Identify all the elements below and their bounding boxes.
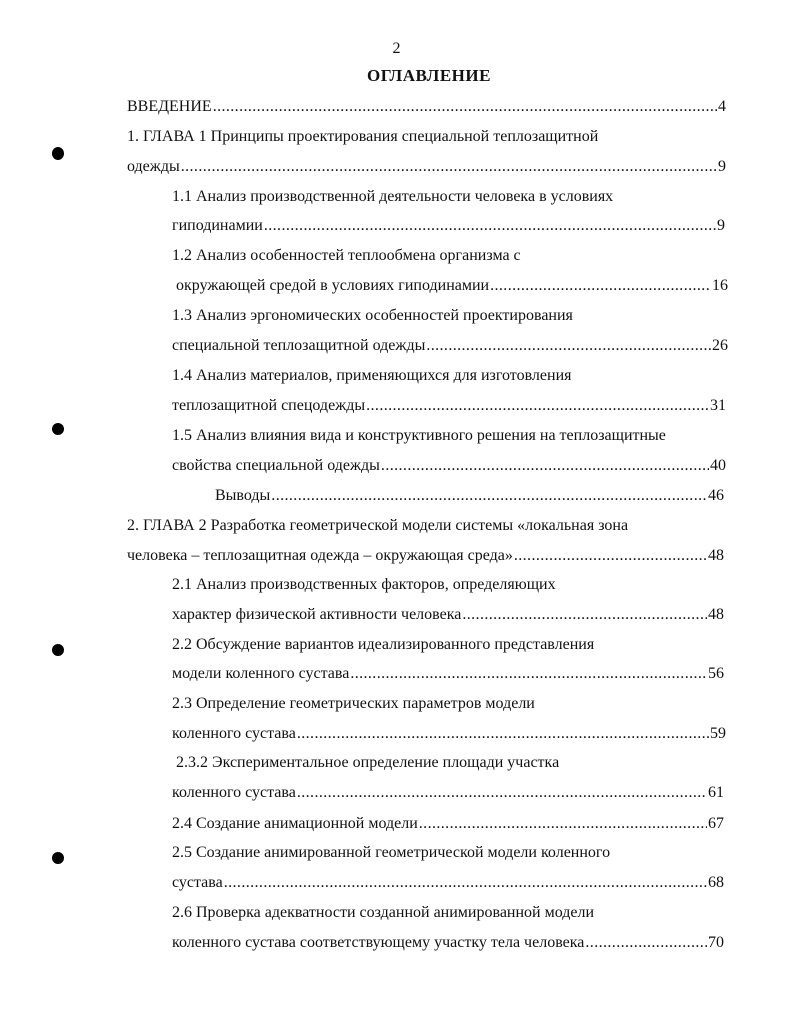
toc-entry-1-3[interactable] <box>172 304 573 328</box>
toc-entry-1-4[interactable] <box>172 364 572 388</box>
toc-entry-text: характер физической активности человека <box>172 606 462 623</box>
toc-entry-text: гиподинамии <box>172 217 263 234</box>
toc-page-number: 9 <box>717 217 725 234</box>
toc-page-number: 68 <box>708 874 724 891</box>
leader-dots <box>585 931 707 955</box>
toc-page-number: 61 <box>708 784 724 801</box>
toc-entry-text: 1.1 Анализ производственной деятельности человека в условиях <box>172 188 614 205</box>
leader-dots <box>381 454 709 478</box>
toc-entry-text: человека – теплозащитная одежда – окружающая среда» <box>127 547 513 564</box>
toc-entry-2-4[interactable] <box>172 812 724 836</box>
toc-page-number: 9 <box>718 158 726 175</box>
toc-entry-text: 2.1 Анализ производственных факторов, определяющих <box>172 576 556 593</box>
toc-page-number: 4 <box>718 98 726 115</box>
toc-entry-text: коленного сустава <box>172 725 296 742</box>
toc-entry-1-4-cont[interactable] <box>172 394 726 418</box>
toc-entry-chapter-1[interactable] <box>127 125 598 149</box>
toc-entry-text: 2.5 Создание анимированной геометрической модели коленного <box>172 844 611 861</box>
leader-dots <box>462 603 707 627</box>
toc-entry-conclusions-1[interactable] <box>215 484 724 508</box>
toc-entry-text: ВВЕДЕНИЕ <box>127 98 212 115</box>
leader-dots <box>514 544 707 568</box>
toc-entry-2-6-cont[interactable] <box>172 931 724 955</box>
toc-entry-1-5[interactable] <box>172 424 666 448</box>
toc-entry-text: 2.2 Обсуждение вариантов идеализированного представления <box>172 636 595 653</box>
toc-page-number: 40 <box>710 457 726 474</box>
toc-entry-1-2[interactable] <box>172 244 521 268</box>
toc-entry-1-1[interactable] <box>172 185 613 209</box>
toc-entry-text: 1. ГЛАВА 1 Принципы проектирования специальной теплозащитной <box>127 128 599 145</box>
toc-page-number: 46 <box>708 487 724 504</box>
toc-entry-text: сустава <box>172 874 223 891</box>
toc-entry-1-5-cont[interactable] <box>172 454 726 478</box>
toc-entry-text: модели коленного сустава <box>172 665 350 682</box>
toc-entry-text: 1.5 Анализ влияния вида и конструктивного решения на теплозащитные <box>172 427 666 444</box>
toc-entry-chapter-2[interactable] <box>127 514 628 538</box>
toc-page-number: 67 <box>708 815 724 832</box>
toc-page-number: 48 <box>708 606 724 623</box>
toc-entry-2-3-2[interactable] <box>176 751 559 775</box>
toc-entry-text: 2.3 Определение геометрических параметров модели <box>172 695 535 712</box>
leader-dots <box>366 394 709 418</box>
leader-dots <box>490 274 711 298</box>
page-number: 2 <box>392 40 401 57</box>
leader-dots <box>426 334 711 358</box>
toc-entry-2-6[interactable] <box>172 901 594 925</box>
leader-dots <box>224 871 707 895</box>
toc-entry-text: 1.3 Анализ эргономических особенностей проектирования <box>172 307 573 324</box>
toc-entry-text: теплозащитной спецодежды <box>172 397 366 414</box>
toc-entry-text: окружающей средой в условиях гиподинамии <box>176 277 490 294</box>
toc-entry-intro[interactable] <box>127 95 726 119</box>
toc-entry-text: специальной теплозащитной одежды <box>172 337 426 354</box>
toc-entry-text: коленного сустава <box>172 784 296 801</box>
toc-entry-2-1-cont[interactable] <box>172 603 724 627</box>
page-title: ОГЛАВЛЕНИЕ <box>367 66 491 85</box>
toc-page-number: 16 <box>712 277 728 294</box>
toc-entry-text: Выводы <box>215 487 271 504</box>
toc-page-number: 48 <box>708 547 724 564</box>
toc-entry-2-1[interactable] <box>172 573 556 597</box>
toc-entry-text: 1.4 Анализ материалов, применяющихся для изготовления <box>172 367 572 384</box>
toc-page-number: 31 <box>710 397 726 414</box>
toc-entry-text: 1.2 Анализ особенностей теплообмена организма с <box>172 247 521 264</box>
toc-entry-2-3-cont[interactable] <box>172 722 726 746</box>
toc-entry-text: коленного сустава соответствующему участку тела человека <box>172 934 585 951</box>
leader-dots <box>264 214 716 238</box>
toc-page-number: 70 <box>708 934 724 951</box>
toc-entry-2-3[interactable] <box>172 692 535 716</box>
toc-entry-1-1-cont[interactable] <box>172 214 725 238</box>
punch-hole <box>52 147 64 160</box>
toc-page-number: 56 <box>708 665 724 682</box>
toc-entry-text: 2. ГЛАВА 2 Разработка геометрической модели системы «локальная зона <box>127 517 629 534</box>
leader-dots <box>419 812 707 836</box>
toc-entry-2-5[interactable] <box>172 841 610 865</box>
toc-entry-1-2-cont[interactable] <box>176 274 728 298</box>
leader-dots <box>271 484 707 508</box>
toc-entry-chapter-1-cont[interactable] <box>127 155 726 179</box>
toc-entry-2-2-cont[interactable] <box>172 662 724 686</box>
leader-dots <box>297 722 709 746</box>
toc-page-number: 59 <box>710 725 726 742</box>
punch-hole <box>52 852 64 864</box>
toc-entry-chapter-2-cont[interactable] <box>127 544 724 568</box>
toc-entry-text: свойства специальной одежды <box>172 457 380 474</box>
leader-dots <box>350 662 707 686</box>
toc-entry-2-3-2-cont[interactable] <box>172 781 724 805</box>
leader-dots <box>213 95 717 119</box>
toc-page-number: 26 <box>712 337 728 354</box>
toc-entry-text: 2.4 Создание анимационной модели <box>172 815 418 832</box>
toc-entry-1-3-cont[interactable] <box>172 334 728 358</box>
toc-entry-text: 2.6 Проверка адекватности созданной анимированной модели <box>172 904 595 921</box>
leader-dots <box>181 155 717 179</box>
toc-entry-text: 2.3.2 Экспериментальное определение площади участка <box>176 754 560 771</box>
toc-entry-text: одежды <box>127 158 180 175</box>
toc-entry-2-2[interactable] <box>172 633 594 657</box>
punch-hole <box>52 644 64 656</box>
leader-dots <box>297 781 707 805</box>
punch-hole <box>52 423 64 435</box>
toc-entry-2-5-cont[interactable] <box>172 871 724 895</box>
